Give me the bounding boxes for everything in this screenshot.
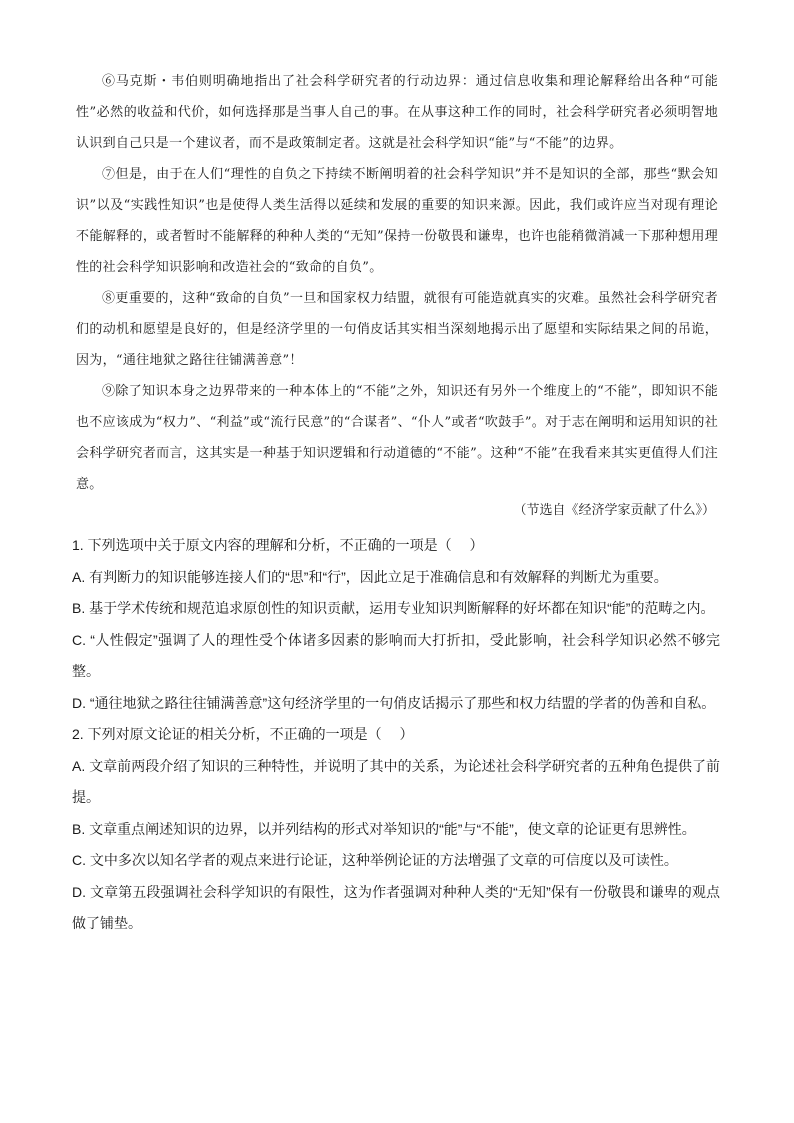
passage-paragraph-9: ⑨除了知识本身之边界带来的一种本体上的“不能”之外，知识还有另外一个维度上的“不能”，即知识不能也不应该成为“权力”、“利益”或“流行民意”的“合谋者”、“仆人”或者“吹鼓手”。对于志在阐明和运用知识的社会科学研究者而言，这其实是一种基于知识逻辑和行动道德的“不能”。这种“不能”在我看来其实更值得人们注意。 xyxy=(76,384,718,492)
reading-passage xyxy=(76,66,718,500)
question-2-option-a: A. 文章前两段介绍了知识的三种特性，并说明了其中的关系，为论述社会科学研究者的五种角色提供了前提。 xyxy=(72,757,720,805)
question-2-stem: 2. 下列对原文论证的相关分析，不正确的一项是（ ） xyxy=(72,726,414,742)
question-list xyxy=(72,530,720,940)
passage-paragraph-8: ⑧更重要的，这种“致命的自负”一旦和国家权力结盟，就很有可能造就真实的灾难。虽然社会科学研究者们的动机和愿望是良好的，但是经济学里的一句俏皮话其实相当深刻地揭示出了愿望和实际结果之间的吊诡，因为，“通往地狱之路往往铺满善意”！ xyxy=(76,291,718,368)
question-1-option-d: D. “通往地狱之路往往铺满善意”这句经济学里的一句俏皮话揭示了那些和权力结盟的学者的伪善和自私。 xyxy=(72,694,716,711)
question-1-option-b: B. 基于学术传统和规范追求原创性的知识贡献，运用专业知识判断解释的好坏都在知识“能”的范畴之内。 xyxy=(72,600,715,616)
question-1-option-c: C. “人性假定”强调了人的理性受个体诸多因素的影响而大打折扣，受此影响，社会科学知识必然不够完整。 xyxy=(72,631,720,679)
passage-source: （节选自《经济学家贡献了什么》） xyxy=(513,503,715,518)
passage-paragraph-7: ⑦但是，由于在人们“理性的自负之下持续不断阐明着的社会科学知识”并不是知识的全部，那些“默会知识”以及“实践性知识”也是使得人类生活得以延续和发展的重要的知识来源。因此，我们或许应当对现有理论不能解释的，或者暂时不能解释的种种人类的“无知”保持一份敬畏和谦卑，也许也能稍微消减一下那种想用理性的社会科学知识影响和改造社会的“致命的自负”。 xyxy=(76,167,718,275)
question-1-stem: 1. 下列选项中关于原文内容的理解和分析，不正确的一项是（ ） xyxy=(72,537,484,553)
question-2-option-d: D. 文章第五段强调社会科学知识的有限性，这为作者强调对种种人类的“无知”保有一份敬畏和谦卑的观点做了铺垫。 xyxy=(72,883,720,931)
question-2-option-b: B. 文章重点阐述知识的边界，以并列结构的形式对举知识的“能”与“不能”，使文章的论证更有思辨性。 xyxy=(72,820,696,837)
passage-paragraph-6: ⑥马克斯・韦伯则明确地指出了社会科学研究者的行动边界：通过信息收集和理论解释给出各种“可能性”必然的收益和代价，如何选择那是当事人自己的事。在从事这种工作的同时，社会科学研究者必须明智地认识到自己只是一个建议者，而不是政策制定者。这就是社会科学知识“能”与“不能”的边界。 xyxy=(76,74,718,151)
question-1-option-a: A. 有判断力的知识能够连接人们的“思”和“行”，因此立足于准确信息和有效解释的判断尤为重要。 xyxy=(72,568,668,585)
question-2-option-c: C. 文中多次以知名学者的观点来进行论证，这种举例论证的方法增强了文章的可信度以及可读性。 xyxy=(72,852,678,868)
